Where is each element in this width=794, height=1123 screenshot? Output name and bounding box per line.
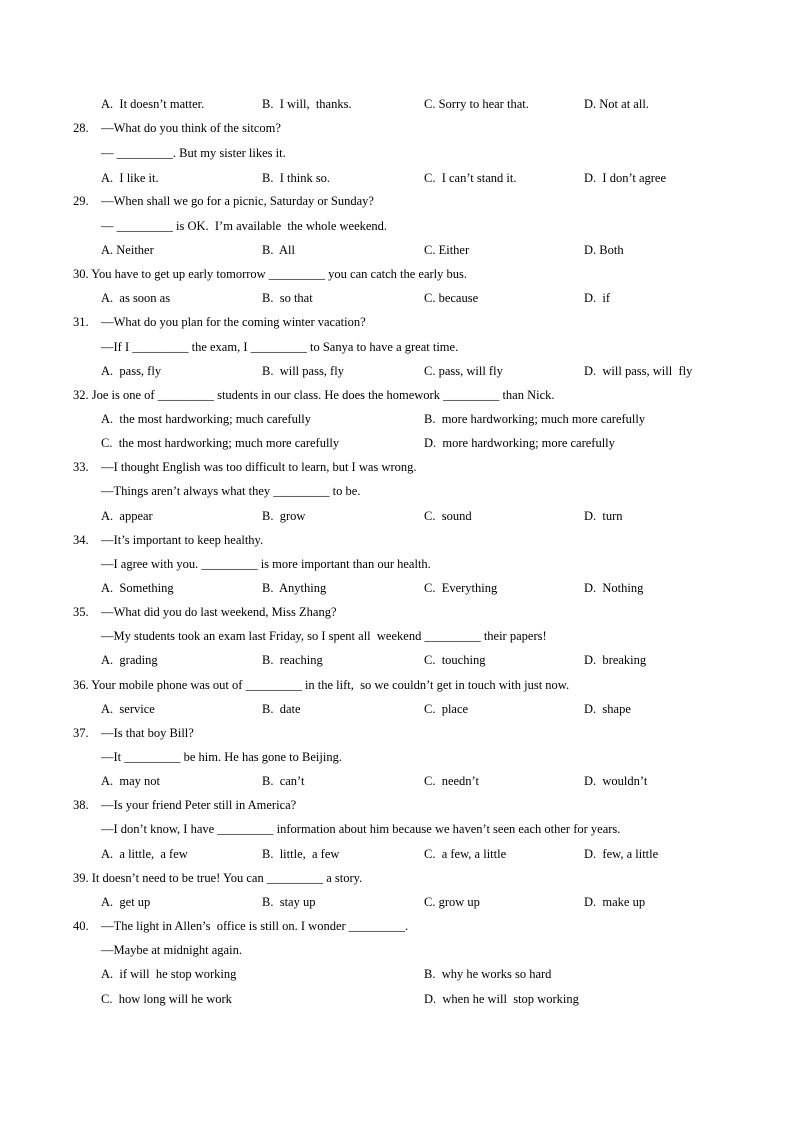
q33-option-b: B. grow [262, 509, 306, 523]
q29-option-d: D. Both [584, 243, 624, 257]
q29-question: 29. —When shall we go for a picnic, Saturday or Sunday? [73, 194, 374, 208]
q34-question: 34. —It’s important to keep healthy. [73, 533, 264, 547]
q34-option-c: C. Everything [424, 581, 498, 595]
q38-reply: —I don’t know, I have _________ information about him because we haven’t seen each other for years. [101, 822, 621, 836]
q39-option-b: B. stay up [262, 895, 316, 909]
q40-option-b: B. why he works so hard [424, 967, 552, 981]
q32-option-a: A. the most hardworking; much carefully [101, 412, 312, 426]
q33-option-c: C. sound [424, 509, 472, 523]
q38-question: 38. —Is your friend Peter still in America? [73, 798, 297, 812]
q39-question: 39. It doesn’t need to be true! You can _________ a story. [73, 871, 363, 885]
q40-reply: —Maybe at midnight again. [101, 943, 242, 957]
q38-option-a: A. a little, a few [101, 847, 188, 861]
q35-option-a: A. grading [101, 653, 158, 667]
q37-reply: —It _________ be him. He has gone to Beijing. [101, 750, 342, 764]
q37-option-c: C. needn’t [424, 774, 479, 788]
q31-reply: —If I _________ the exam, I _________ to Sanya to have a great time. [101, 340, 459, 354]
q39-option-c: C. grow up [424, 895, 480, 909]
q30-option-b: B. so that [262, 291, 313, 305]
q27-option-c: C. Sorry to hear that. [424, 97, 529, 111]
q28-question: 28. —What do you think of the sitcom? [73, 121, 281, 135]
q27-option-a: A. It doesn’t matter. [101, 97, 205, 111]
q36-option-c: C. place [424, 702, 469, 716]
q35-option-d: D. breaking [584, 653, 647, 667]
q32-option-d: D. more hardworking; more carefully [424, 436, 615, 450]
q30-option-d: D. if [584, 291, 611, 305]
q31-option-a: A. pass, fly [101, 364, 162, 378]
q40-option-d: D. when he will stop working [424, 992, 579, 1006]
q29-reply: — _________ is OK. I’m available the whole weekend. [101, 219, 388, 233]
q28-option-d: D. I don’t agree [584, 171, 667, 185]
q32-option-c: C. the most hardworking; much more carefully [101, 436, 340, 450]
q38-option-b: B. little, a few [262, 847, 340, 861]
q39-option-a: A. get up [101, 895, 151, 909]
q28-option-a: A. I like it. [101, 171, 159, 185]
q34-option-a: A. Something [101, 581, 174, 595]
q37-option-d: D. wouldn’t [584, 774, 648, 788]
q34-option-b: B. Anything [262, 581, 327, 595]
q35-reply: —My students took an exam last Friday, so I spent all weekend _________ their papers! [101, 629, 547, 643]
q37-question: 37. —Is that boy Bill? [73, 726, 194, 740]
q29-option-b: B. All [262, 243, 295, 257]
q28-reply: — _________. But my sister likes it. [101, 146, 286, 160]
q30-option-c: C. because [424, 291, 479, 305]
q31-option-b: B. will pass, fly [262, 364, 344, 378]
q37-option-a: A. may not [101, 774, 161, 788]
q27-option-b: B. I will, thanks. [262, 97, 352, 111]
q38-option-d: D. few, a little [584, 847, 659, 861]
q34-reply: —I agree with you. _________ is more important than our health. [101, 557, 431, 571]
q40-option-c: C. how long will he work [101, 992, 232, 1006]
q33-option-a: A. appear [101, 509, 153, 523]
q36-option-b: B. date [262, 702, 301, 716]
q28-option-b: B. I think so. [262, 171, 331, 185]
q34-option-d: D. Nothing [584, 581, 644, 595]
q36-question: 36. Your mobile phone was out of _________ in the lift, so we couldn’t get in touch with just now. [73, 678, 570, 692]
q40-question: 40. —The light in Allen’s office is still on. I wonder _________. [73, 919, 409, 933]
q31-option-c: C. pass, will fly [424, 364, 503, 378]
q31-option-d: D. will pass, will fly [584, 364, 693, 378]
q32-question: 32. Joe is one of _________ students in our class. He does the homework _________ than Nick. [73, 388, 555, 402]
q33-reply: —Things aren’t always what they _________ to be. [101, 484, 361, 498]
q33-question: 33. —I thought English was too difficult to learn, but I was wrong. [73, 460, 417, 474]
q31-question: 31. —What do you plan for the coming winter vacation? [73, 315, 366, 329]
q36-option-a: A. service [101, 702, 155, 716]
q30-question: 30. You have to get up early tomorrow _________ you can catch the early bus. [73, 267, 468, 281]
q28-option-c: C. I can’t stand it. [424, 171, 517, 185]
q33-option-d: D. turn [584, 509, 623, 523]
q36-option-d: D. shape [584, 702, 631, 716]
q30-option-a: A. as soon as [101, 291, 171, 305]
q38-option-c: C. a few, a little [424, 847, 507, 861]
q39-option-d: D. make up [584, 895, 646, 909]
q29-option-a: A. Neither [101, 243, 154, 257]
q32-option-b: B. more hardworking; much more carefully [424, 412, 646, 426]
q40-option-a: A. if will he stop working [101, 967, 237, 981]
q27-option-d: D. Not at all. [584, 97, 649, 111]
q29-option-c: C. Either [424, 243, 470, 257]
q35-option-b: B. reaching [262, 653, 323, 667]
q35-option-c: C. touching [424, 653, 486, 667]
q35-question: 35. —What did you do last weekend, Miss Zhang? [73, 605, 337, 619]
q37-option-b: B. can’t [262, 774, 305, 788]
